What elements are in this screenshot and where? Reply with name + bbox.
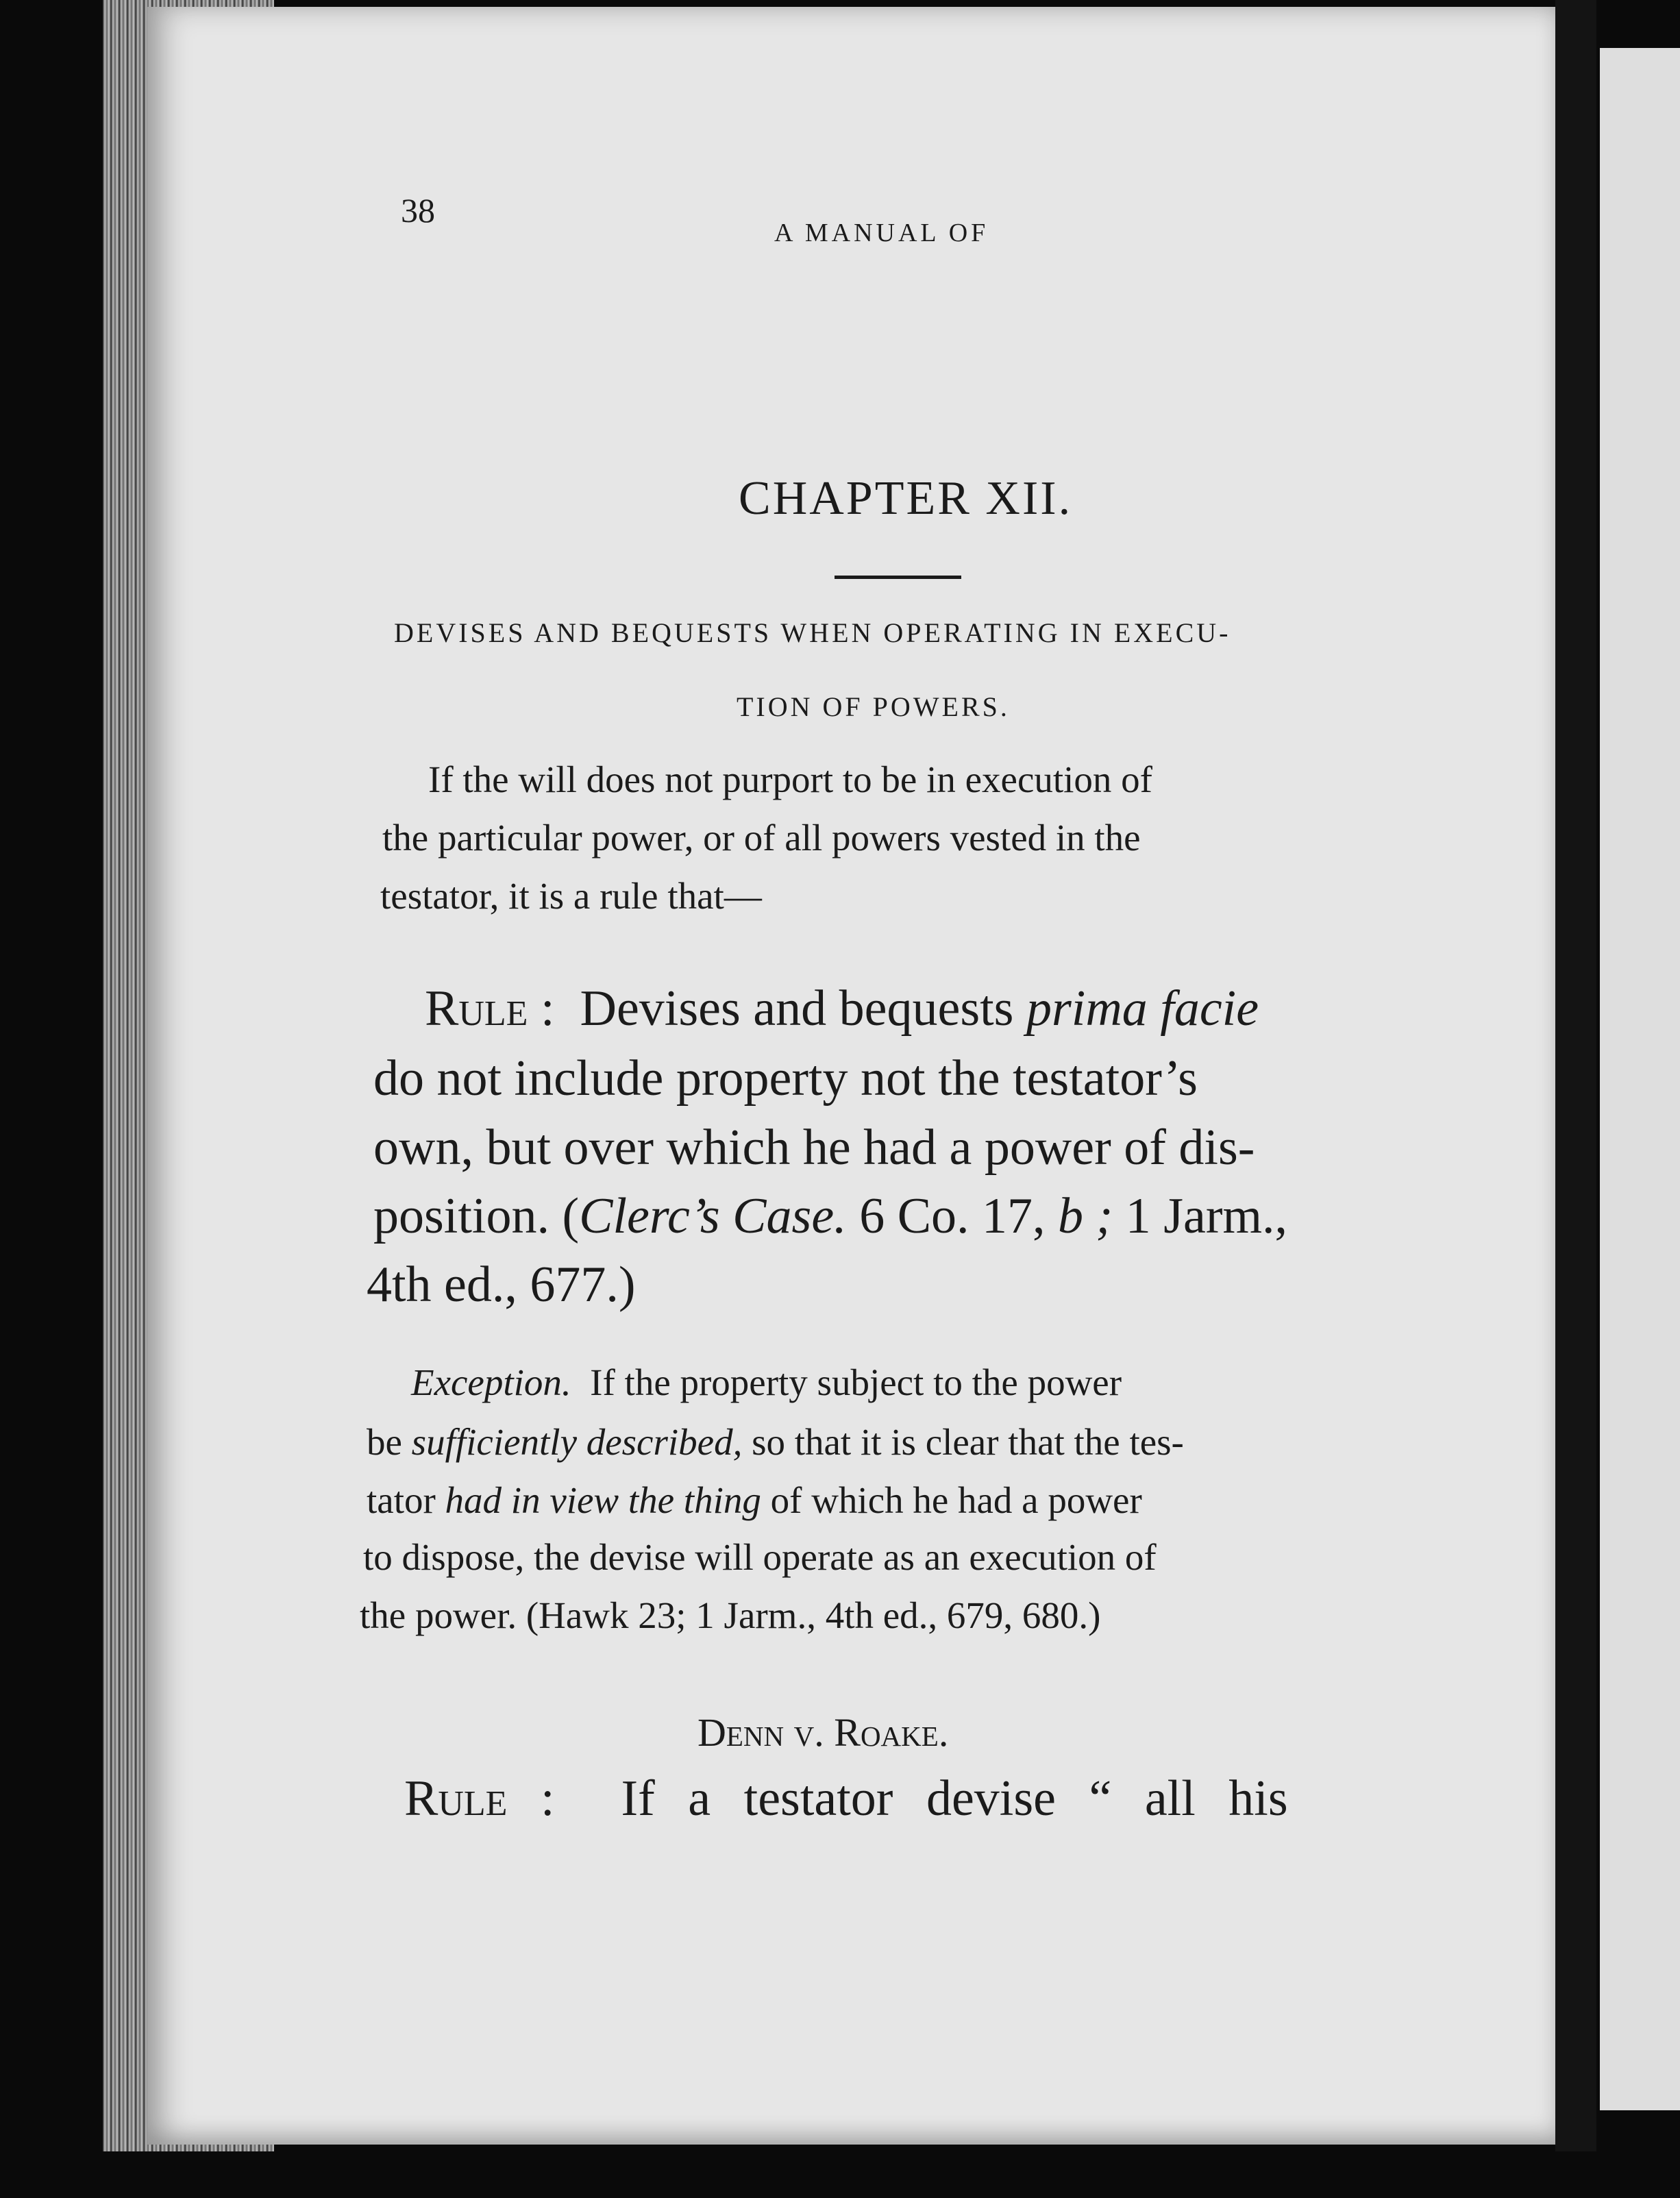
- citation-folio: b ;: [1058, 1188, 1113, 1244]
- intro-line-3: testator, it is a rule that—: [380, 875, 762, 917]
- exception-line-2-b: so that it is clear that the tes-: [742, 1421, 1184, 1463]
- exception-text: If the property subject to the power: [590, 1361, 1122, 1403]
- exception-line-2-a: be: [367, 1421, 412, 1463]
- exception-line-3-italic: had in view the thing: [445, 1479, 761, 1521]
- exception-line-4: to dispose, the devise will operate as an execution of: [363, 1536, 1157, 1578]
- rule-1-line-5: 4th ed., 677.): [367, 1257, 636, 1313]
- rule-2-line-1: [404, 1770, 1288, 1827]
- citation-case-name: Clerc’s Case.: [579, 1188, 847, 1244]
- facing-page-edge: [1600, 48, 1680, 2110]
- rule-1-line-4: [373, 1188, 1288, 1244]
- exception-label: Exception.: [411, 1361, 571, 1403]
- exception-line-5: the power. (Hawk 23; 1 Jarm., 4th ed., 679, 680.): [360, 1594, 1101, 1636]
- chapter-heading-line-2: TION OF POWERS.: [737, 691, 1010, 722]
- rule-1-label: Rule :: [425, 980, 555, 1037]
- rule-1-line-3: own, but over which he had a power of dis-: [373, 1120, 1255, 1176]
- exception-line-2: [367, 1423, 1184, 1461]
- citation-part-c: 1 Jarm.,: [1113, 1188, 1288, 1244]
- citation-part-b: 6 Co. 17,: [846, 1188, 1059, 1244]
- rule-1-text: Devises and bequests: [580, 980, 1014, 1037]
- citation-part-a: position. (: [373, 1188, 580, 1244]
- exception-line-3: [367, 1481, 1142, 1519]
- chapter-title: CHAPTER XII.: [739, 472, 1073, 525]
- running-title: A MANUAL OF: [774, 219, 989, 247]
- page-number: 38: [401, 191, 435, 230]
- exception-line-3-b: of which he had a power: [761, 1479, 1142, 1521]
- intro-line-2: the particular power, or of all powers vested in the: [382, 817, 1141, 859]
- exception-line-1: [411, 1363, 1122, 1401]
- chapter-heading-line-1: DEVISES AND BEQUESTS WHEN OPERATING IN EXECU-: [394, 617, 1231, 648]
- chapter-divider: [835, 576, 961, 579]
- rule-2-label: Rule :: [404, 1770, 555, 1827]
- exception-line-2-italic: sufficiently described,: [411, 1421, 743, 1463]
- exception-line-3-a: tator: [367, 1479, 445, 1521]
- gutter-shadow: [1555, 0, 1596, 2151]
- rule-1-italic: prima facie: [1026, 980, 1259, 1037]
- rule-1-line-1: [425, 980, 1259, 1037]
- case-title: Denn v. Roake.: [697, 1710, 949, 1755]
- intro-line-1: If the will does not purport to be in execution of: [428, 758, 1152, 800]
- rule-2-text: If a testator devise “ all his: [621, 1770, 1288, 1827]
- rule-1-line-2: do not include property not the testator’s: [373, 1050, 1198, 1107]
